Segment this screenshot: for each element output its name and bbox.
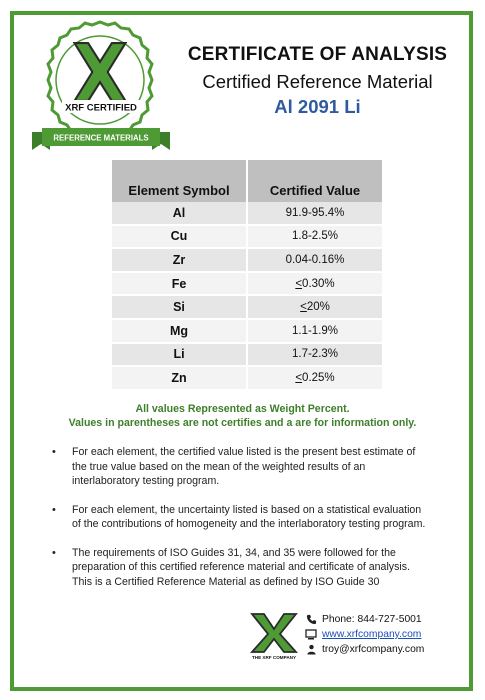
certificate-title: CERTIFICATE OF ANALYSIS (187, 44, 448, 65)
title-block (185, 44, 450, 118)
element-symbol-cell: Cu (112, 226, 248, 250)
value-text: 0.04-0.16% (285, 253, 345, 266)
value-text: 1.1-1.9% (291, 324, 339, 337)
email-text: troy@xrfcompany.com (322, 644, 425, 655)
xrf-company-logo (247, 612, 301, 660)
person-icon (305, 644, 317, 656)
certified-value-cell (248, 226, 382, 250)
less-than-prefix: < (300, 301, 307, 314)
value-text: 20% (306, 301, 330, 314)
table-row (112, 202, 382, 226)
phone-text: Phone: 844-727-5001 (322, 614, 422, 625)
phone-row (305, 612, 455, 627)
certified-value-cell (248, 273, 382, 297)
element-symbol-cell: Fe (112, 273, 248, 297)
column-header-value: Certified Value (248, 160, 382, 202)
website-link[interactable]: www.xrfcompany.com (322, 629, 422, 640)
table-row (112, 226, 382, 250)
list-item: • For each element, the certified value listed is the present best estimate of the true value based on the mean of the weighted results of an interlaboratory testing program. (52, 445, 432, 489)
certified-value-cell (248, 367, 382, 391)
table-row (112, 344, 382, 368)
value-text: 1.7-2.3% (291, 348, 339, 361)
website-row (305, 627, 455, 642)
list-item: • The requirements of ISO Guides 31, 34, and 35 were followed for the preparation of this certified reference material and certificate of analysis. This is a Certified Reference Material as defined by ISO Guide 30 (52, 546, 432, 590)
seal-ribbon-text: REFERENCE MATERIALS (53, 133, 149, 143)
certified-value-cell (248, 344, 382, 368)
certified-values-table (112, 160, 382, 391)
xrf-certified-seal-logo (28, 16, 178, 156)
element-symbol-cell: Mg (112, 320, 248, 344)
element-symbol-cell: Zr (112, 249, 248, 273)
list-item: • For each element, the uncertainty listed is based on a statistical evaluation of the contributions of homogeneity and the interlaboratory testing program. (52, 503, 432, 532)
phone-icon (305, 614, 317, 626)
element-symbol-cell: Si (112, 296, 248, 320)
table-row (112, 367, 382, 391)
table-row (112, 273, 382, 297)
weight-percent-note (40, 402, 445, 430)
table-row (112, 249, 382, 273)
note-line-1: All values Represented as Weight Percent. (135, 403, 350, 415)
company-logo-text: THE XRF COMPANY (251, 655, 297, 660)
contact-info (305, 612, 455, 657)
computer-icon (305, 629, 317, 641)
certificate-subtitle: Certified Reference Material (202, 71, 433, 92)
value-text: 91.9-95.4% (285, 206, 345, 219)
email-row (305, 642, 455, 657)
column-header-symbol: Element Symbol (112, 160, 248, 202)
certified-value-cell (248, 320, 382, 344)
value-text: 1.8-2.5% (291, 230, 339, 243)
material-name: Al 2091 Li (274, 96, 361, 117)
certificate-statements (52, 445, 432, 603)
certified-value-cell (248, 296, 382, 320)
table-row (112, 296, 382, 320)
seal-badge-text: XRF CERTIFIED (65, 102, 137, 114)
less-than-prefix: < (295, 277, 303, 290)
value-text: 0.30% (302, 277, 335, 290)
certified-value-cell (248, 249, 382, 273)
less-than-prefix: < (295, 371, 303, 384)
note-line-2: Values in parentheses are not certifies and a are for information only. (68, 417, 417, 429)
table-header-row (112, 160, 382, 202)
element-symbol-cell: Al (112, 202, 248, 226)
value-text: 0.25% (302, 371, 335, 384)
element-symbol-cell: Zn (112, 367, 248, 391)
certified-value-cell (248, 202, 382, 226)
table-row (112, 320, 382, 344)
element-symbol-cell: Li (112, 344, 248, 368)
